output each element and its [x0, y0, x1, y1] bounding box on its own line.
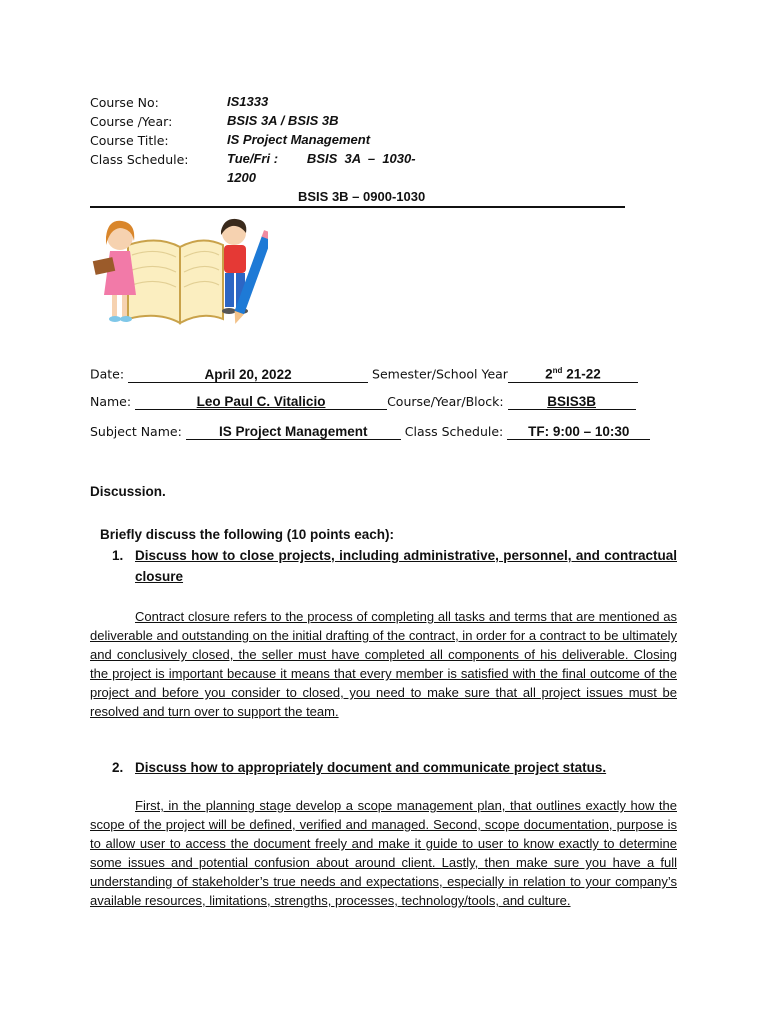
course-year-label: Course /Year: [90, 114, 173, 129]
name-value: Leo Paul C. Vitalicio [196, 394, 326, 409]
question-1-text: Discuss how to close projects, including administrative, personnel, and contractual closure [135, 548, 677, 584]
course-block-label: Course/Year/Block: [387, 394, 508, 409]
form-row-name [90, 394, 636, 410]
course-no-value: IS1333 [227, 94, 269, 109]
form-row-subject [90, 424, 650, 440]
semester-suffix: nd [552, 366, 563, 375]
semester-year: 21-22 [562, 366, 601, 382]
class-schedule-label: Class Schedule: [404, 424, 508, 439]
subject-field[interactable] [186, 424, 401, 440]
schedule-line-1: Tue/Fri : BSIS 3A – 1030- [227, 151, 416, 166]
course-title-value: IS Project Management [227, 132, 371, 147]
schedule-line-2: 1200 [227, 170, 256, 185]
question-2-text: Discuss how to appropriately document and communicate project status. [135, 760, 607, 775]
question-2-number: 2. [112, 760, 124, 775]
date-field[interactable] [128, 367, 368, 383]
kids-reading-book-illustration [88, 215, 268, 330]
course-year-value: BSIS 3A / BSIS 3B [227, 113, 339, 128]
answer-2 [90, 796, 677, 910]
schedule-label: Class Schedule: [90, 152, 189, 167]
date-value: April 20, 2022 [204, 366, 292, 382]
question-1 [112, 545, 677, 587]
course-title-label: Course Title: [90, 133, 169, 148]
class-schedule-value: TF: 9:00 – 10:30 [528, 424, 630, 439]
question-2 [112, 757, 677, 778]
name-label: Name: [90, 394, 136, 409]
name-field[interactable] [135, 394, 387, 410]
answer-2-text: First, in the planning stage develop a scope management plan, that outlines exactly how the scope of the project will be defined, verified and managed. Second, scope documentation, purpose is to allow user to access the document freely and make it guide to user to know exactly to determine some issues and potential confusion about around client. Lastly, then make sure you have a full understanding of stakeholder’s true needs and expectations, especially in relation to your company’s available resources, limitations, strengths, processes, technology/tools, and culture. [90, 798, 677, 908]
question-1-number: 1. [112, 548, 124, 563]
answer-1 [90, 607, 677, 721]
subject-value: IS Project Management [218, 424, 368, 439]
course-block-value: BSIS3B [547, 394, 596, 409]
semester-label: Semester/School Year [372, 366, 508, 382]
discussion-heading: Discussion. [90, 484, 166, 499]
form-row-date [90, 363, 638, 383]
course-no-label: Course No: [90, 95, 159, 110]
schedule-line-3: BSIS 3B – 0900-1030 [298, 189, 426, 204]
header-divider [90, 206, 625, 208]
subject-label: Subject Name: [90, 424, 186, 439]
course-block-field[interactable] [508, 394, 636, 410]
answer-1-text: Contract closure refers to the process of completing all tasks and terms that are mentioned as deliverable and outstanding on the initial drafting of the contract, in order for a contract to be ultimately and conclusively closed, the seller must have completed all components of his deliverable. Closing the project is important because it means that every member is satisfied with the final outcome of the project and before you consider to closed, you need to make sure that all project issues must be resolved and turn over to support the team. [90, 609, 677, 719]
semester-number: 2 [545, 366, 553, 382]
class-schedule-field[interactable] [507, 424, 650, 440]
date-label: Date: [90, 366, 129, 382]
semester-field[interactable] [508, 363, 638, 383]
discussion-instruction: Briefly discuss the following (10 points each): [100, 527, 395, 542]
